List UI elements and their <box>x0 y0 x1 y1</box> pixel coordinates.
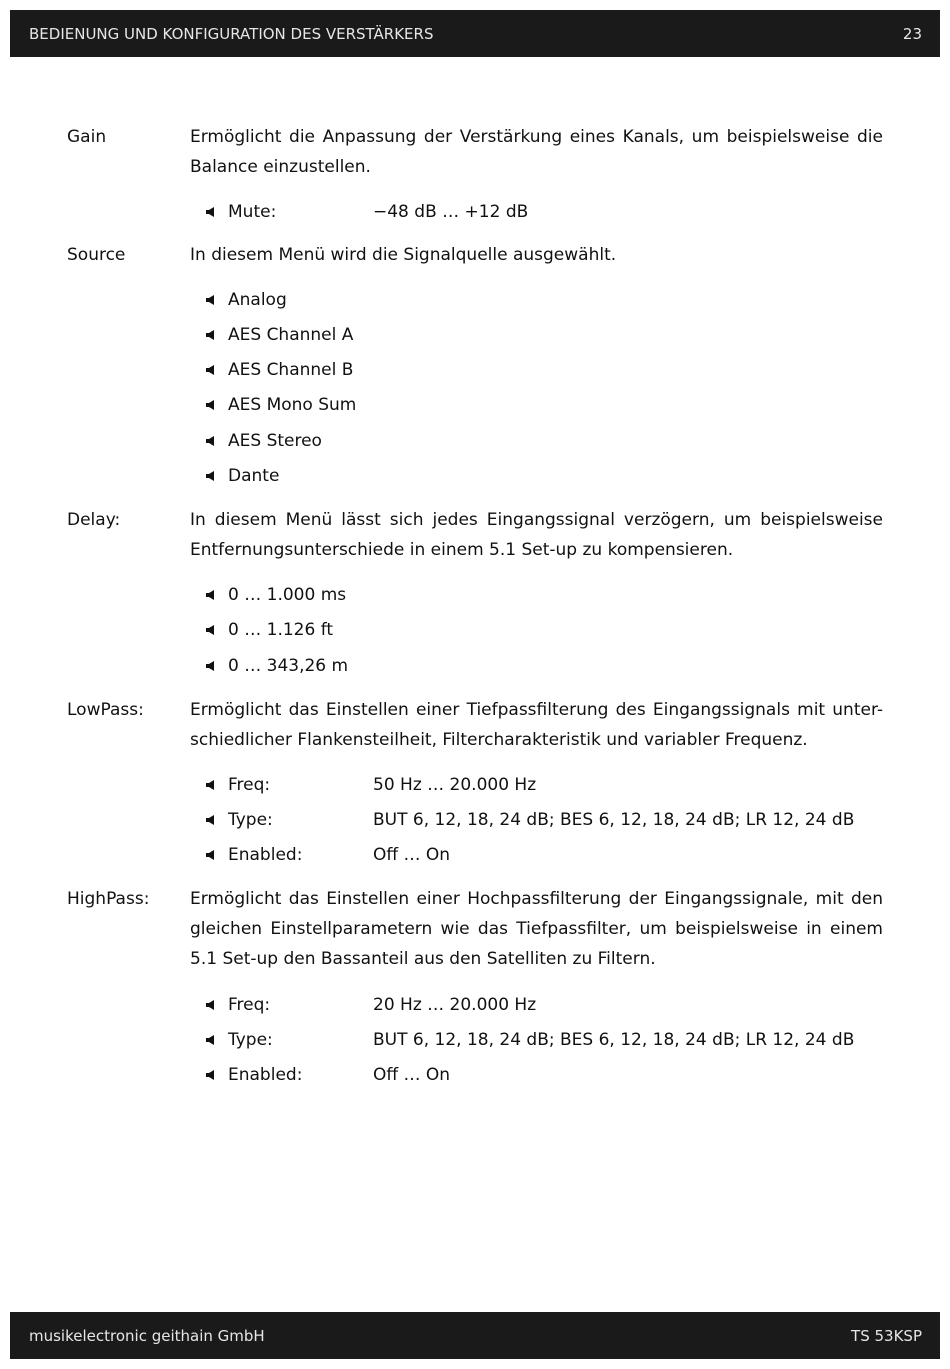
item-label: Dante <box>228 466 280 486</box>
item-label: Freq: <box>228 775 271 795</box>
description-gain: Ermöglicht die Anpassung der Verstärkung eines Kanals, um beispielsweise die Balance einzustellen. <box>190 127 883 177</box>
term-lowpass: LowPass: <box>67 700 144 720</box>
list-item <box>0 461 950 491</box>
description-delay: In diesem Menü lässt sich jedes Eingangssignal verzögern, um beispielsweise Entfernungsunterschiede in einem 5.1 Set-up zu kompensieren. <box>190 510 883 560</box>
description-lowpass: Ermöglicht das Einstellen einer Tiefpassfilterung des Eingangssignals mit unter-schiedlicher Flankensteilheit, Filtercharakteristik und variabler Frequenz. <box>190 700 883 750</box>
list-item <box>0 355 950 385</box>
term-highpass: HighPass: <box>67 889 150 909</box>
speaker-bullet-icon <box>205 1034 217 1046</box>
list-item <box>0 197 950 227</box>
item-label: AES Stereo <box>228 431 322 451</box>
item-label: 0 … 1.000 ms <box>228 585 347 605</box>
description-highpass: Ermöglicht das Einstellen einer Hochpassfilterung der Eingangssignale, mit den gleichen Einstellparametern wie das Tiefpassfilter, um beispielsweise in einem 5.1 Set-up den Bassanteil aus den Satelliten zu Filtern. <box>190 889 883 969</box>
list-item <box>0 770 950 800</box>
list-item <box>0 615 950 645</box>
item-value: Off … On <box>373 845 451 865</box>
list-item <box>0 390 950 420</box>
speaker-bullet-icon <box>205 849 217 861</box>
list-item <box>0 840 950 870</box>
term-gain: Gain <box>67 127 107 147</box>
page-footer <box>10 1312 940 1359</box>
speaker-bullet-icon <box>205 660 217 672</box>
speaker-bullet-icon <box>205 399 217 411</box>
list-item <box>0 426 950 456</box>
item-label: Type: <box>228 810 273 830</box>
list-item <box>0 1060 950 1090</box>
item-label: AES Channel A <box>228 325 354 345</box>
item-label: AES Mono Sum <box>228 395 357 415</box>
speaker-bullet-icon <box>205 589 217 601</box>
item-label: Enabled: <box>228 1065 303 1085</box>
speaker-bullet-icon <box>205 364 217 376</box>
list-item <box>0 1025 950 1055</box>
list-item <box>0 320 950 350</box>
speaker-bullet-icon <box>205 779 217 791</box>
item-label: Mute: <box>228 202 277 222</box>
item-label: Freq: <box>228 995 271 1015</box>
list-item <box>0 580 950 610</box>
item-label: Type: <box>228 1030 273 1050</box>
item-value: 20 Hz … 20.000 Hz <box>373 995 537 1015</box>
term-source: Source <box>67 245 126 265</box>
item-value: BUT 6, 12, 18, 24 dB; BES 6, 12, 18, 24 dB; LR 12, 24 dB <box>373 1030 855 1050</box>
description-source: In diesem Menü wird die Signalquelle ausgewählt. <box>190 245 617 265</box>
page-header <box>10 10 940 57</box>
item-value: 50 Hz … 20.000 Hz <box>373 775 537 795</box>
footer-model: TS 53KSP <box>851 1326 922 1345</box>
list-item <box>0 990 950 1020</box>
speaker-bullet-icon <box>205 294 217 306</box>
list-item <box>0 285 950 315</box>
item-label: AES Channel B <box>228 360 354 380</box>
speaker-bullet-icon <box>205 206 217 218</box>
item-value: BUT 6, 12, 18, 24 dB; BES 6, 12, 18, 24 dB; LR 12, 24 dB <box>373 810 855 830</box>
list-item <box>0 805 950 835</box>
item-label: 0 … 343,26 m <box>228 656 349 676</box>
speaker-bullet-icon <box>205 999 217 1011</box>
item-value: −48 dB … +12 dB <box>373 202 529 222</box>
term-delay: Delay: <box>67 510 121 530</box>
item-label: 0 … 1.126 ft <box>228 620 334 640</box>
speaker-bullet-icon <box>205 470 217 482</box>
item-label: Analog <box>228 290 287 310</box>
speaker-bullet-icon <box>205 435 217 447</box>
footer-company: musikelectronic geithain GmbH <box>29 1326 265 1345</box>
speaker-bullet-icon <box>205 329 217 341</box>
page-number: 23 <box>902 24 922 43</box>
item-label: Enabled: <box>228 845 303 865</box>
header-title: BEDIENUNG UND KONFIGURATION DES VERSTÄRKERS <box>29 24 434 43</box>
speaker-bullet-icon <box>205 1069 217 1081</box>
speaker-bullet-icon <box>205 814 217 826</box>
speaker-bullet-icon <box>205 624 217 636</box>
item-value: Off … On <box>373 1065 451 1085</box>
list-item <box>0 651 950 681</box>
